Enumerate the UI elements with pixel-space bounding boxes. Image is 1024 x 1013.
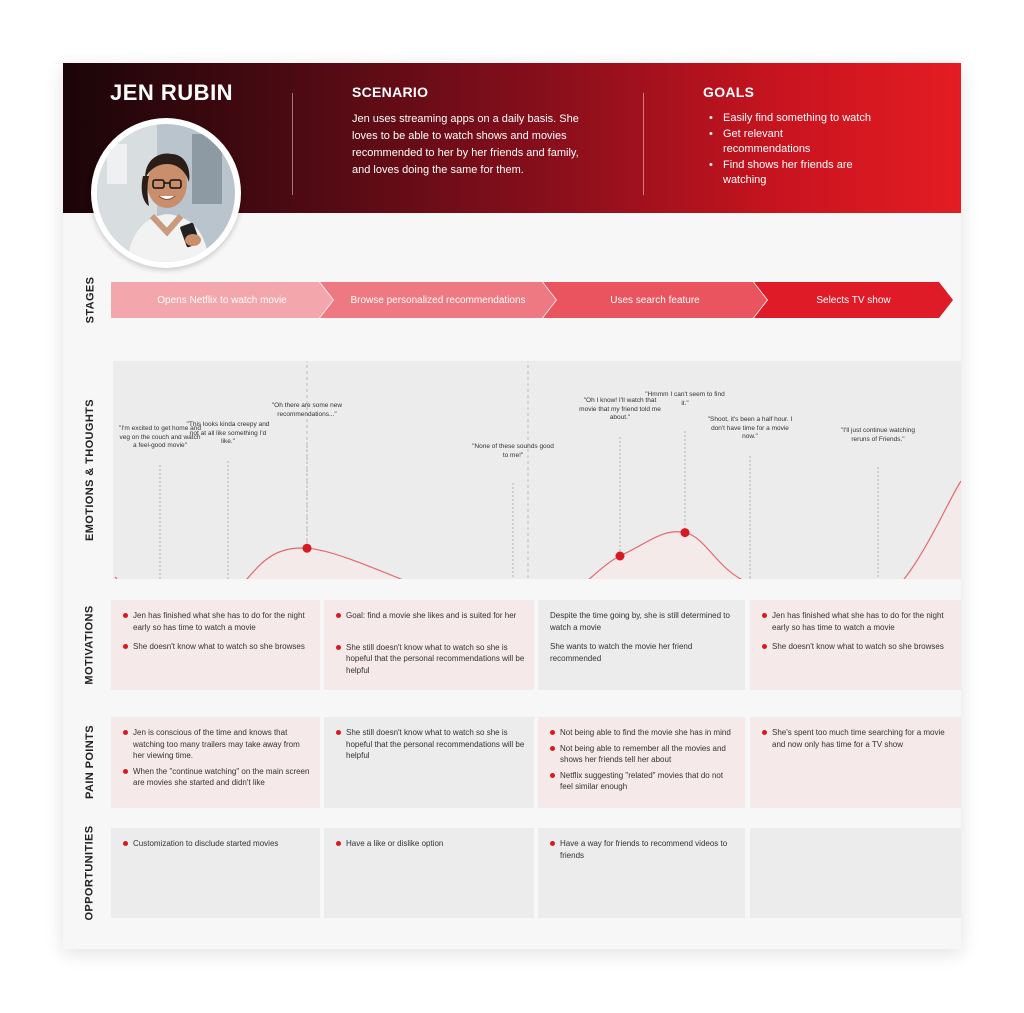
goal-item: • Find shows her friends are watching: [709, 158, 853, 186]
emotion-point: [616, 552, 625, 561]
stage-arrow: [543, 282, 767, 318]
list-item: Despite the time going by, she is still determined to watch a movie: [550, 611, 730, 632]
goal-item: • Get relevant recommendations: [709, 127, 811, 155]
list-item: She doesn't know what to watch so she browses: [762, 641, 953, 653]
goals-list: [703, 111, 873, 189]
opportunities-cell: [538, 828, 745, 918]
journey-map-card: [63, 63, 961, 949]
emotion-point: [303, 544, 312, 553]
header-divider: [292, 93, 293, 195]
list-item: Have a way for friends to recommend videos to friends: [550, 838, 737, 861]
stages-row: [111, 282, 953, 318]
goals-title: GOALS: [703, 84, 755, 100]
stage-arrow: [320, 282, 556, 318]
pain-points-cell: [111, 717, 320, 808]
row-label-opportunities: OPPORTUNITIES: [84, 825, 97, 921]
stage-label: Opens Netflix to watch movie: [157, 294, 287, 306]
emotion-quote: "None of these sounds good to me!": [472, 443, 554, 459]
persona-name: JEN RUBIN: [110, 80, 234, 105]
stage-label: Uses search feature: [610, 294, 700, 306]
opportunities-cell: [324, 828, 534, 918]
row-label-motivations: MOTIVATIONS: [84, 605, 96, 685]
header-divider: [643, 93, 644, 195]
list-item: She doesn't know what to watch so she browses: [123, 641, 312, 653]
motivations-cell: [324, 600, 534, 690]
list-item: She wants to watch the movie her friend recommended: [550, 642, 693, 663]
list-item: Netflix suggesting "related" movies that do not feel similar enough: [550, 770, 737, 793]
list-item: Not being able to remember all the movies and shows her friends tell her about: [550, 743, 737, 766]
stage-label: Selects TV show: [816, 294, 891, 306]
emotion-area: [115, 481, 961, 579]
stage-label: Browse personalized recommendations: [350, 294, 526, 306]
emotion-quote: "Oh I know! I'll watch that movie that my friend told me about.": [579, 397, 661, 421]
emotion-quote: "Hmmm I can't seem to find it.": [645, 391, 725, 407]
list-item: She's spent too much time searching for a movie and now only has time for a TV show: [762, 727, 953, 750]
list-item: Jen has finished what she has to do for the night early so has time to watch a movie: [123, 610, 312, 633]
emotion-quote: "I'm excited to get home and veg on the couch and watch a feel-good movie": [119, 425, 201, 449]
emotion-quote: "Shoot, it's been a half hour. I don't have time for a movie now.": [707, 416, 793, 440]
opportunities-cell: [750, 828, 961, 918]
pain-points-cell: [538, 717, 745, 808]
list-item: Goal: find a movie she likes and is suited for her: [336, 610, 526, 622]
list-item: Have a like or dislike option: [336, 838, 526, 850]
emotion-quote: "I'll just continue watching reruns of Friends.": [840, 427, 915, 443]
scenario-title: SCENARIO: [352, 84, 429, 100]
pain-points-cell: [750, 717, 961, 808]
stage-arrow: [754, 282, 953, 318]
emotion-point: [681, 528, 690, 537]
motivations-cell: [750, 600, 961, 690]
scenario-text: Jen uses streaming apps on a daily basis. She loves to be able to watch shows and movies recommended to her by her friends and family, and loves doing the same for them.: [352, 113, 579, 176]
motivations-cell: [111, 600, 320, 690]
list-item: She still doesn't know what to watch so she is hopeful that the personal recommendations will be helpful: [336, 727, 526, 762]
list-item: Jen has finished what she has to do for the night early so has time to watch a movie: [762, 610, 953, 633]
motivations-cell: [538, 600, 745, 690]
row-label-emotions: EMOTIONS & THOUGHTS: [84, 398, 97, 542]
emotion-quote: "This looks kinda creepy and not at all like something I'd like.": [186, 421, 270, 445]
list-item: When the "continue watching" on the main screen are movies she started and didn't like: [123, 766, 312, 789]
emotions-chart: [113, 361, 961, 579]
opportunities-cell: [111, 828, 320, 918]
row-label-stages: STAGES: [84, 276, 97, 324]
pain-points-cell: [324, 717, 534, 808]
list-item: Jen is conscious of the time and knows that watching too many trailers may take away from her viewing time.: [123, 727, 312, 762]
emotion-quote: "Oh there are some new recommendations...": [271, 402, 343, 418]
emotion-line: [115, 481, 961, 579]
list-item: Not being able to find the movie she has in mind: [550, 727, 737, 739]
list-item: Customization to disclude started movies: [123, 838, 312, 850]
avatar: [91, 118, 241, 268]
user-photo-icon: [97, 124, 235, 262]
stage-arrow: [111, 282, 333, 318]
goal-item: • Easily find something to watch: [709, 112, 871, 124]
list-item: She still doesn't know what to watch so she is hopeful that the personal recommendations will be helpful: [336, 642, 526, 677]
emotions-line-chart: [113, 361, 961, 579]
row-label-pain-points: PAIN POINTS: [84, 724, 96, 799]
